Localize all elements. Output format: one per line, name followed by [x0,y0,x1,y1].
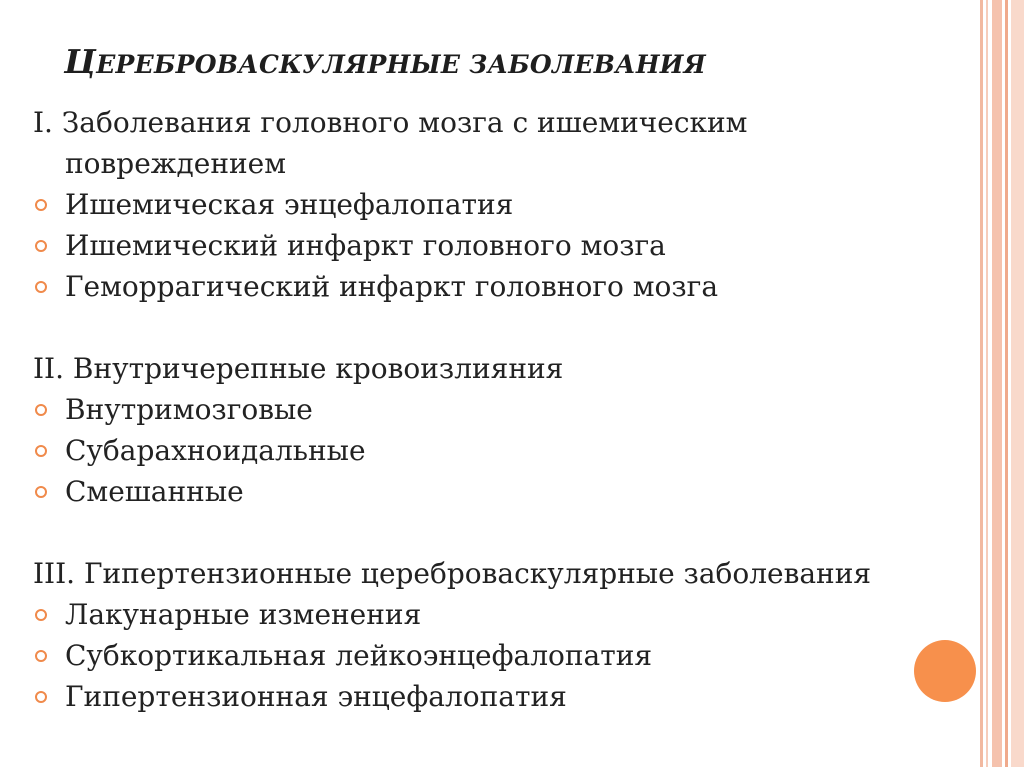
list-item [33,266,973,307]
ring-bullet-icon [35,240,47,252]
list-item [33,594,973,635]
ring-bullet-icon [35,609,47,621]
slide-title [64,42,706,81]
list-item-text: Смешанные [65,475,244,508]
section-hemorrhage [33,348,973,512]
list-item [33,676,973,717]
list-item-text: Лакунарные изменения [65,598,422,631]
spacer [33,307,973,348]
stripe [1011,0,1024,767]
list-item-text: Гипертензионная энцефалопатия [65,680,567,713]
ring-bullet-icon [35,404,47,416]
section-ischemic [33,102,973,307]
list-item [33,430,973,471]
stripe [980,0,983,767]
title-initial: Ц [64,42,97,81]
ring-bullet-icon [35,445,47,457]
list-item [33,471,973,512]
decorative-stripes [980,0,1024,767]
stripe [1005,0,1008,767]
list-item-text: Геморрагический инфаркт головного мозга [65,270,719,303]
spacer [33,512,973,553]
list-item-text: Внутримозговые [65,393,313,426]
list-item-text: Субкортикальная лейкоэнцефалопатия [65,639,653,672]
orange-circle-icon [914,640,976,702]
section-heading [33,102,973,184]
ring-bullet-icon [35,281,47,293]
section-heading-line: I. Заболевания головного мозга с ишемическим [33,106,748,139]
list-item-text: Субарахноидальные [65,434,366,467]
ring-bullet-icon [35,486,47,498]
slide-content [33,102,973,717]
list-item [33,225,973,266]
stripe [992,0,1002,767]
stripe [986,0,988,767]
ring-bullet-icon [35,691,47,703]
list-item [33,184,973,225]
section-heading-line: III. Гипертензионные цереброваскулярные заболевания [33,557,872,590]
ring-bullet-icon [35,650,47,662]
list-item-text: Ишемический инфаркт головного мозга [65,229,666,262]
section-hypertensive [33,553,973,717]
section-heading [33,553,973,594]
list-item-text: Ишемическая энцефалопатия [65,188,514,221]
title-rest: ЕРЕБРОВАСКУЛЯРНЫЕ ЗАБОЛЕВАНИЯ [96,50,707,79]
section-heading-line: II. Внутричерепные кровоизлияния [33,352,564,385]
section-heading [33,348,973,389]
section-heading-continuation: повреждением [65,147,287,180]
ring-bullet-icon [35,199,47,211]
list-item [33,635,973,676]
list-item [33,389,973,430]
